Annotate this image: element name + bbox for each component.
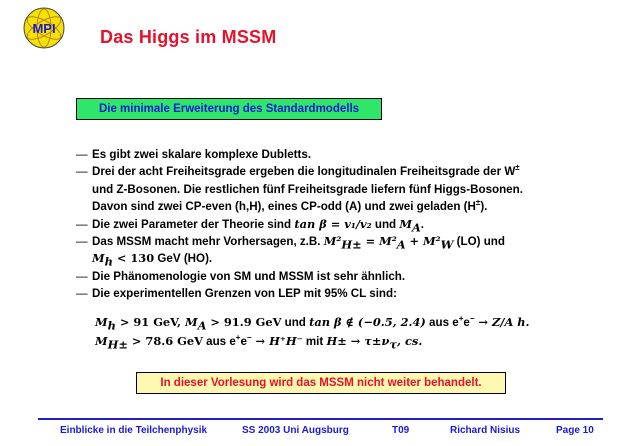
lep-limits xyxy=(95,313,615,351)
slide-title: Das Higgs im MSSM xyxy=(100,27,277,47)
svg-text:MPI: MPI xyxy=(32,21,56,36)
footer-page-number: Page 10 xyxy=(556,425,594,436)
bullet-list xyxy=(76,146,616,303)
footer-code: T09 xyxy=(392,425,410,436)
dash-icon: — xyxy=(76,165,88,179)
limit-line-2: $M_{H\pm} > 78.6$ GeV aus e+e− → H⁺H⁻ mit $H\pm \to \tau\pm\nu_\tau$, cs. xyxy=(95,333,423,352)
math-mass-relation: M² xyxy=(323,234,342,249)
bullet-continuation: und Z-Bosonen. Die restlichen fünf Freiheitsgrade liefern fünf Higgs-Bosonen. xyxy=(92,182,523,196)
dash-icon: — xyxy=(76,148,88,161)
section-header-text: Die minimale Erweiterung des Standardmodells xyxy=(98,103,360,115)
bullet-item: — Die zwei Parameter der Theorie sind tan β = v₁/v₂ und $M_A$. xyxy=(76,216,425,234)
dash-icon: — xyxy=(76,269,88,283)
note-box xyxy=(136,372,506,394)
bullet-item: — Es gibt zwei skalare komplexe Dubletts. xyxy=(76,146,616,163)
note-text: In dieser Vorlesung wird das MSSM nicht weiter behandelt. xyxy=(160,377,482,389)
bullet-item: — Drei der acht Freiheitsgrade ergeben die longitudinalen Freiheitsgrade der W± xyxy=(76,163,616,180)
mpi-logo xyxy=(22,6,66,50)
footer-author: Richard Nisius xyxy=(450,425,521,436)
footer-course: Einblicke in die Teilchenphysik xyxy=(60,425,208,436)
footer-semester: SS 2003 Uni Augsburg xyxy=(242,425,349,436)
math-tan-beta: tan β = v₁/v₂ xyxy=(294,216,372,231)
section-header-box xyxy=(76,98,382,120)
footer-divider xyxy=(38,418,603,420)
dash-icon: — xyxy=(76,287,88,301)
bullet-continuation: Davon sind zwei CP-even (h,H), eines CP-odd (A) und zwei geladen (H±). xyxy=(92,198,488,214)
bullet-item: — Das MSSM macht mehr Vorhersagen, z.B. $M^2_{H\pm} = M^2_A + M^2_W$ (LO) und xyxy=(76,234,505,252)
dash-icon: — xyxy=(76,217,88,231)
limit-line-1: $M_h > 91$ GeV, $M_A > 91.9$ GeV und tan β ∉ (−0.5, 2.4) aus e+e− → Z/A h. xyxy=(95,314,530,333)
bullet-item: — Die experimentellen Grenzen von LEP mit 95% CL sind: xyxy=(76,285,616,302)
dash-icon: — xyxy=(76,235,88,249)
bullet-item: — Die Phänomenologie von SM und MSSM ist sehr ähnlich. xyxy=(76,268,616,285)
bullet-continuation: $M_h < 130$ GeV (HO). xyxy=(92,251,213,269)
